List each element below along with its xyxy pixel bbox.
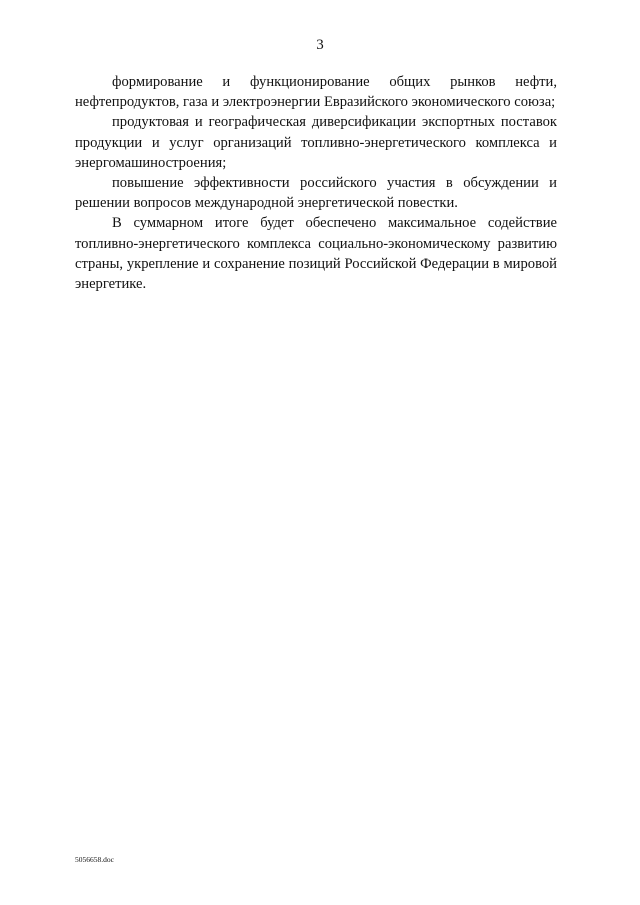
paragraph-markets: формирование и функционирование общих рынков нефти, нефтепродуктов, газа и электроэнергии Евразийского экономического союза; bbox=[75, 74, 557, 111]
paragraph-export-diversification: продуктовая и географическая диверсификации экспортных поставок продукции и услуг организаций топливно-энергетического комплекса и энергомашиностроения; bbox=[75, 114, 557, 171]
file-reference: 5056658.doc bbox=[75, 855, 114, 864]
document-body bbox=[75, 72, 557, 294]
paragraph-summary: В суммарном итоге будет обеспечено максимальное содействие топливно-энергетического комплекса социально-экономическому развитию страны, укрепление и сохранение позиций Российской Федерации в мировой энергетике. bbox=[75, 215, 557, 293]
paragraph-international-agenda: повышение эффективности российского участия в обсуждении и решении вопросов международной энергетической повестки. bbox=[75, 175, 557, 212]
page-number: 3 bbox=[316, 37, 324, 53]
